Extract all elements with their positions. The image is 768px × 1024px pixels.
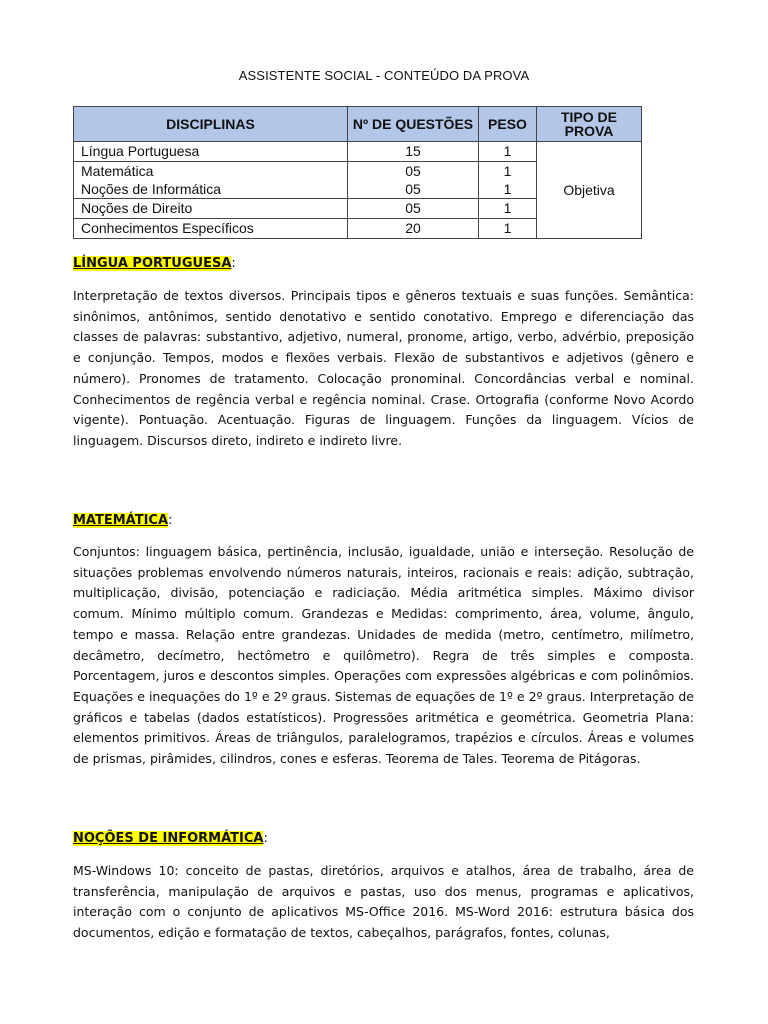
cell-disciplina: Língua Portuguesa	[74, 142, 348, 162]
section-heading-lingua-portuguesa	[73, 256, 236, 271]
cell-questoes: 05	[348, 180, 479, 199]
section-heading-colon: :	[231, 256, 236, 271]
cell-peso: 1	[479, 219, 537, 239]
cell-disciplina: Conhecimentos Específicos	[74, 219, 348, 239]
cell-questoes: 20	[348, 219, 479, 239]
table-header-row	[74, 107, 642, 142]
header-disciplinas: DISCIPLINAS	[74, 107, 348, 142]
cell-questoes: 15	[348, 142, 479, 162]
section-heading-colon: :	[263, 831, 268, 846]
cell-disciplina: Noções de Direito	[74, 199, 348, 219]
cell-disciplina: Matemática	[74, 162, 348, 181]
header-peso: PESO	[479, 107, 537, 142]
section-body-lingua-portuguesa: Interpretação de textos diversos. Principais tipos e gêneros textuais e suas funções. Semântica: sinônimos, antônimos, sentido denotativo e sentido conotativo. Emprego e diferenciação das classes de palavras: substantivo, adjetivo, numeral, pronome, artigo, verbo, advérbio, preposição e conjunção. Tempos, modos e flexões verbais. Flexão de substantivos e adjetivos (gênero e número). Pronomes de tratamento. Colocação pronominal. Concordâncias verbal e nominal. Conhecimentos de regência verbal e regência nominal. Crase. Ortografia (conforme Novo Acordo vigente). Pontuação. Acentuação. Figuras de linguagem. Funções da linguagem. Vícios de linguagem. Discursos direto, indireto e indireto livre.	[73, 288, 694, 448]
section-heading-nocoes-de-informatica	[73, 831, 268, 846]
header-questoes: Nº DE QUESTÕES	[348, 107, 479, 142]
section-heading-matematica	[73, 513, 172, 528]
cell-peso: 1	[479, 162, 537, 181]
section-body-nocoes-de-informatica: MS-Windows 10: conceito de pastas, diretórios, arquivos e atalhos, área de trabalho, área de transferência, manipulação de arquivos e pastas, uso dos menus, programas e aplicativos, interação com o conjunto de aplicativos MS-Office 2016. MS-Word 2016: estrutura básica dos documentos, edição e formatação de textos, cabeçalhos, parágrafos, fontes, colunas,	[73, 863, 694, 941]
cell-peso: 1	[479, 142, 537, 162]
header-tipo-prova: TIPO DE PROVA	[537, 107, 642, 142]
section-heading-text: MATEMÁTICA	[73, 513, 169, 528]
table-row	[74, 142, 642, 162]
cell-peso: 1	[479, 180, 537, 199]
page-title: ASSISTENTE SOCIAL - CONTEÚDO DA PROVA	[238, 68, 530, 83]
cell-questoes: 05	[348, 199, 479, 219]
section-heading-text: NOÇÕES DE INFORMÁTICA	[73, 831, 264, 846]
section-body-matematica: Conjuntos: linguagem básica, pertinência, inclusão, igualdade, união e interseção. Resolução de situações problemas envolvendo números naturais, inteiros, racionais e reais: adição, subtração, multiplicação, divisão, potenciação e radiciação. Média aritmética simples. Máximo divisor comum. Mínimo múltiplo comum. Grandezas e Medidas: comprimento, área, volume, ângulo, tempo e massa. Relação entre grandezas. Unidades de medida (metro, centímetro, milímetro, decâmetro, decímetro, hectômetro e quilômetro). Regra de três simples e composta. Porcentagem, juros e descontos simples. Operações com expressões algébricas e com polinômios. Equações e inequações do 1º e 2º graus. Sistemas de equações de 1º e 2º graus. Interpretação de gráficos e tabelas (dados estatísticos). Progressões aritmética e geométrica. Geometria Plana: elementos primitivos. Áreas de triângulos, paralelogramos, trapézios e círculos. Áreas e volumes de prismas, pirâmides, cilindros, cones e esferas. Teorema de Tales. Teorema de Pitágoras.	[73, 544, 694, 767]
cell-questoes: 05	[348, 162, 479, 181]
cell-peso: 1	[479, 199, 537, 219]
cell-tipo-prova: Objetiva	[537, 142, 642, 239]
section-heading-colon: :	[168, 513, 173, 528]
cell-disciplina: Noções de Informática	[74, 180, 348, 199]
section-heading-text: LÍNGUA PORTUGUESA	[73, 256, 232, 271]
exam-content-table	[73, 106, 642, 239]
